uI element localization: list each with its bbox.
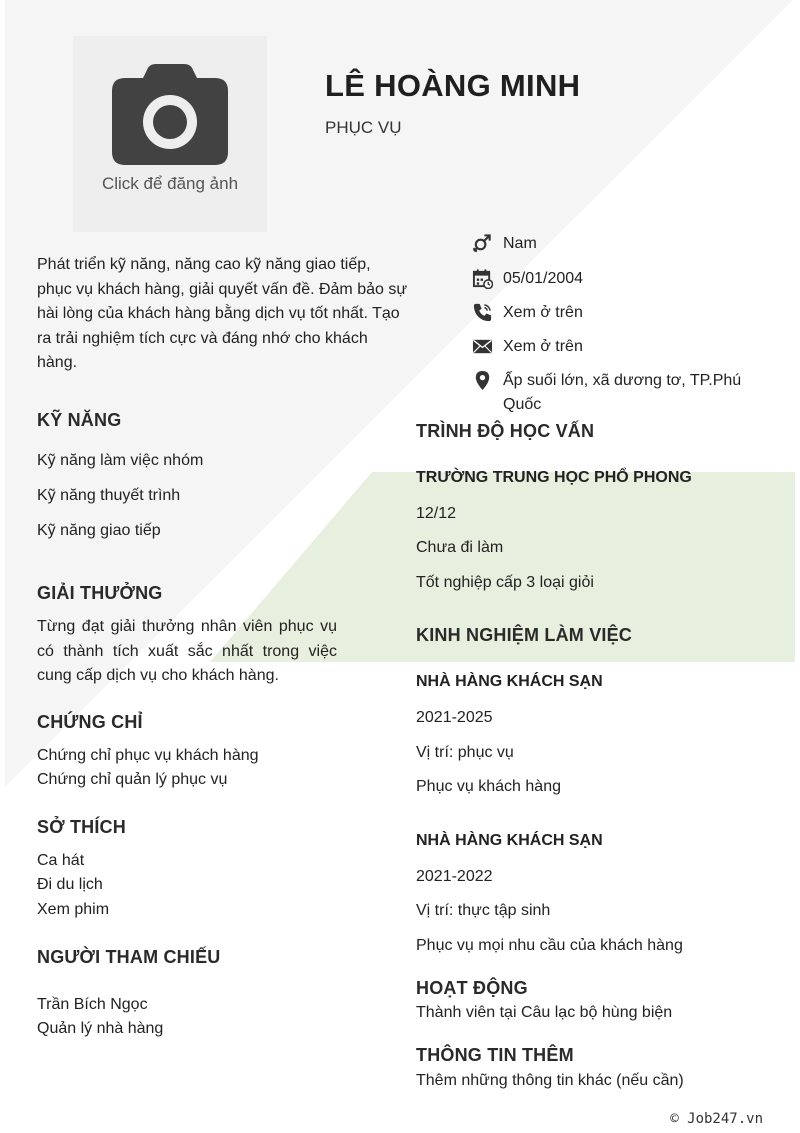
activities-heading: HOẠT ĐỘNG	[416, 978, 528, 998]
skill-item: Kỹ năng làm việc nhóm	[37, 452, 204, 469]
activities-text: Thành viên tại Câu lạc bộ hùng biện	[416, 1004, 673, 1021]
contact-address	[472, 369, 752, 417]
references-heading: NGƯỜI THAM CHIẾU	[37, 947, 221, 967]
additional-heading: THÔNG TIN THÊM	[416, 1045, 574, 1065]
certificate-item: Chứng chỉ phục vụ khách hàng	[37, 747, 259, 764]
job-role: Vị trí: thực tập sinh	[416, 902, 551, 919]
certificate-item: Chứng chỉ quản lý phục vụ	[37, 771, 228, 788]
job-period: 2021-2022	[416, 868, 493, 885]
candidate-name: LÊ HOÀNG MINH	[325, 68, 581, 103]
camera-icon	[111, 64, 229, 166]
awards-text: Từng đạt giải thưởng nhân viên phục vụ có thành tích xuất sắc nhất trong việc cung cấp dịch vụ cho khách hàng.	[37, 618, 337, 684]
birthday-value: 05/01/2004	[503, 270, 584, 287]
job-description: Phục vụ khách hàng	[416, 778, 561, 795]
hobby-item: Ca hát	[37, 852, 85, 869]
school-name: TRƯỜNG TRUNG HỌC PHỔ PHONG	[416, 469, 692, 486]
job-period: 2021-2025	[416, 709, 493, 726]
footer-copyright: © Job247.vn	[670, 1111, 763, 1127]
contact-birthday	[472, 267, 752, 291]
contact-gender	[472, 232, 752, 256]
gender-value: Nam	[503, 235, 537, 252]
education-result: Tốt nghiệp cấp 3 loại giỏi	[416, 574, 594, 591]
education-status: Chưa đi làm	[416, 539, 504, 556]
reference-name: Trần Bích Ngọc	[37, 996, 148, 1013]
address-value: Ấp suối lớn, xã dương tơ, TP.Phú Quốc	[503, 372, 742, 413]
job-company: NHÀ HÀNG KHÁCH SẠN	[416, 832, 603, 849]
job-company: NHÀ HÀNG KHÁCH SẠN	[416, 673, 603, 690]
photo-caption: Click để đăng ảnh	[101, 174, 239, 193]
candidate-position: PHỤC VỤ	[325, 118, 402, 137]
education-heading: TRÌNH ĐỘ HỌC VẤN	[416, 421, 595, 441]
additional-text: Thêm những thông tin khác (nếu cần)	[416, 1072, 684, 1089]
calendar-icon	[472, 268, 493, 289]
job-description: Phục vụ mọi nhu cầu của khách hàng	[416, 937, 683, 954]
phone-value: Xem ở trên	[503, 304, 583, 321]
envelope-icon	[472, 336, 493, 357]
skills-heading: KỸ NĂNG	[37, 410, 122, 430]
skill-item: Kỹ năng thuyết trình	[37, 487, 181, 504]
contact-info	[472, 232, 752, 417]
gender-icon	[472, 233, 493, 254]
reference-role: Quản lý nhà hàng	[37, 1020, 164, 1037]
email-value: Xem ở trên	[503, 338, 583, 355]
hobbies-heading: SỞ THÍCH	[37, 817, 126, 837]
certificates-heading: CHỨNG CHỈ	[37, 712, 143, 732]
career-objective: Phát triển kỹ năng, năng cao kỹ năng giao tiếp, phục vụ khách hàng, giải quyết vấn đề. Đảm bảo sự hài lòng của khách hàng bằng dịch vụ tốt nhất. Tạo ra trải nghiệm tích cực và đáng nhớ cho khách hàng.	[37, 256, 408, 371]
photo-upload-box[interactable]	[73, 36, 267, 232]
education-period: 12/12	[416, 505, 457, 522]
hobby-item: Xem phim	[37, 901, 110, 918]
contact-phone	[472, 301, 752, 325]
contact-email	[472, 335, 752, 359]
location-pin-icon	[472, 370, 493, 391]
awards-heading: GIẢI THƯỞNG	[37, 583, 163, 603]
skill-item: Kỹ năng giao tiếp	[37, 522, 161, 539]
phone-icon	[472, 302, 493, 323]
job-role: Vị trí: phục vụ	[416, 744, 514, 761]
experience-heading: KINH NGHIỆM LÀM VIỆC	[416, 625, 633, 645]
hobby-item: Đi du lịch	[37, 876, 103, 893]
